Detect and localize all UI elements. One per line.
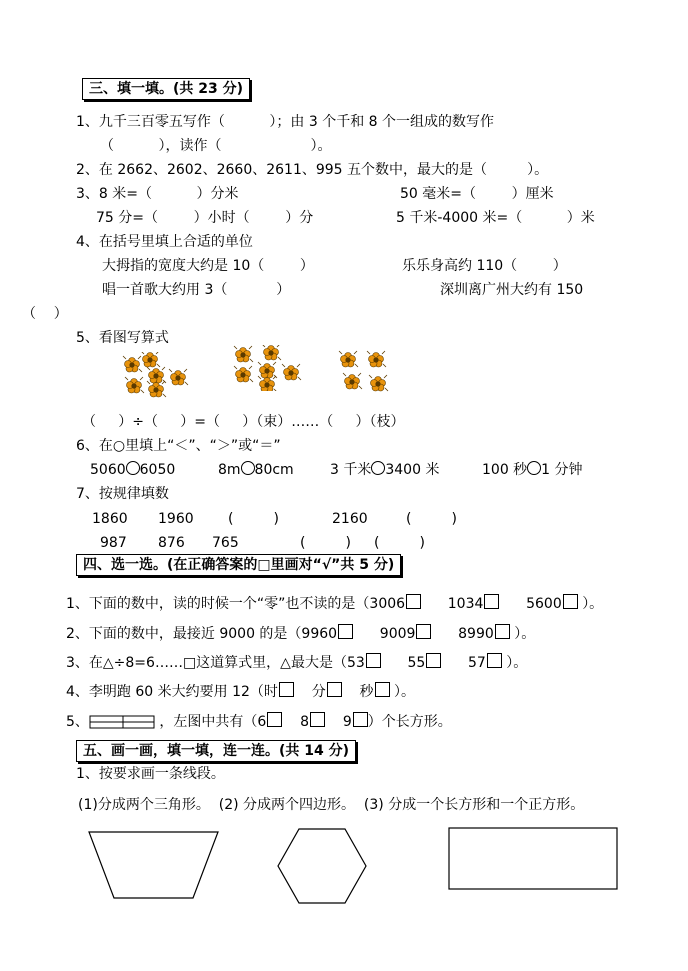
answer-box[interactable] (426, 653, 441, 668)
question-3-2: 2、在 2662、2602、2660、2611、995 五个数中，最大的是（ ）。 (76, 162, 549, 178)
answer-box[interactable] (267, 712, 282, 727)
question-3-3b-right: 5 千米-4000 米=（ ）米 (396, 210, 595, 226)
pattern-r1-2: ( ) (228, 511, 279, 527)
question-4-1: 1、下面的数中，读的时候一个“零”也不读的是（3006 1034 5600 ）。 (66, 596, 604, 612)
compare-circle[interactable] (527, 461, 541, 475)
question-3-4c: （ ） (22, 306, 68, 322)
rectangle-shape[interactable] (448, 827, 620, 891)
flower-bunch-icon (231, 345, 305, 391)
hexagon-shape[interactable] (276, 827, 368, 905)
flower-bunch-icon (120, 352, 194, 398)
pattern-r2-4: ( ) (374, 535, 425, 551)
question-3-4b-left: 唱一首歌大约用 3（ ） (102, 282, 291, 298)
section-4-title: 四、选一选。(在正确答案的□里画对“√”共 5 分) (76, 554, 401, 576)
question-3-3a-right: 50 毫米=（ ）厘米 (400, 186, 554, 202)
question-3-4: 4、在括号里填上合适的单位 (76, 234, 253, 250)
compare-1: 5060 6050 (90, 462, 176, 478)
question-3-7: 7、按规律填数 (76, 486, 169, 502)
pattern-r2-1: 876 (158, 535, 185, 551)
question-3-4a-left: 大拇指的宽度大约是 10（ ） (102, 258, 314, 274)
compare-3: 3 千米 3400 米 (330, 462, 440, 478)
question-4-5: 5、 ，左图中共有（6 8 9 ）个长方形。 (66, 714, 452, 730)
answer-box[interactable] (406, 594, 421, 609)
compare-2: 8m 80cm (218, 462, 294, 478)
question-3-4b-right: 深圳离广州大约有 150 (440, 282, 584, 298)
question-3-3a-left: 3、8 米=（ ）分米 (76, 186, 239, 202)
question-5-1-requirements: (1)分成两个三角形。 (2) 分成两个四边形。 (3) 分成一个长方形和一个正方形。 (78, 797, 585, 813)
section-3-title: 三、填一填。(共 23 分) (82, 78, 250, 100)
section-5-title: 五、画一画，填一填，连一连。(共 14 分) (76, 740, 356, 762)
pattern-r2-0: 987 (100, 535, 127, 551)
question-4-4: 4、李明跑 60 米大约要用 12（时 分 秒 ）。 (66, 684, 415, 700)
compare-circle[interactable] (371, 461, 385, 475)
pattern-r1-0: 1860 (92, 511, 128, 527)
answer-box[interactable] (338, 624, 353, 639)
question-3-6: 6、在○里填上“＜”、“＞”或“＝” (76, 438, 281, 454)
pattern-r1-1: 1960 (158, 511, 194, 527)
answer-box[interactable] (366, 653, 381, 668)
question-3-4a-right: 乐乐身高约 110（ ） (402, 258, 567, 274)
pattern-r1-3: 2160 (332, 511, 368, 527)
question-5-1: 1、按要求画一条线段。 (76, 766, 225, 782)
question-3-5-equation: （ ）÷（ ）=（ ）（束）……（ ）（枝） (82, 414, 405, 430)
pattern-r1-4: ( ) (406, 511, 457, 527)
pattern-r2-2: 765 (212, 535, 239, 551)
answer-box[interactable] (484, 594, 499, 609)
answer-box[interactable] (487, 653, 502, 668)
compare-circle[interactable] (126, 461, 140, 475)
question-4-3: 3、在△÷8=6……□这道算式里，△最大是（53 55 57 ）。 (66, 655, 528, 671)
pattern-r2-3: ( ) (300, 535, 351, 551)
question-3-1a: 1、九千三百零五写作（ ）；由 3 个千和 8 个一组成的数写作 (76, 114, 495, 130)
compare-4: 100 秒 1 分钟 (482, 462, 583, 478)
answer-box[interactable] (563, 594, 578, 609)
flower-bunch-icon (336, 348, 392, 396)
answer-box[interactable] (353, 712, 368, 727)
answer-box[interactable] (375, 682, 390, 697)
compare-circle[interactable] (241, 461, 255, 475)
question-3-1b: （ ），读作（ ）。 (100, 138, 332, 154)
answer-box[interactable] (495, 624, 510, 639)
question-4-2: 2、下面的数中，最接近 9000 的是（9960 9009 8990 ）。 (66, 626, 536, 642)
question-3-5: 5、看图写算式 (76, 330, 169, 346)
answer-box[interactable] (327, 682, 342, 697)
trapezoid-shape[interactable] (88, 830, 220, 900)
answer-box[interactable] (310, 712, 325, 727)
question-3-3b-left: 75 分=（ ）小时（ ）分 (96, 210, 314, 226)
answer-box[interactable] (279, 682, 294, 697)
answer-box[interactable] (416, 624, 431, 639)
rectangle-strip-figure (89, 712, 155, 730)
